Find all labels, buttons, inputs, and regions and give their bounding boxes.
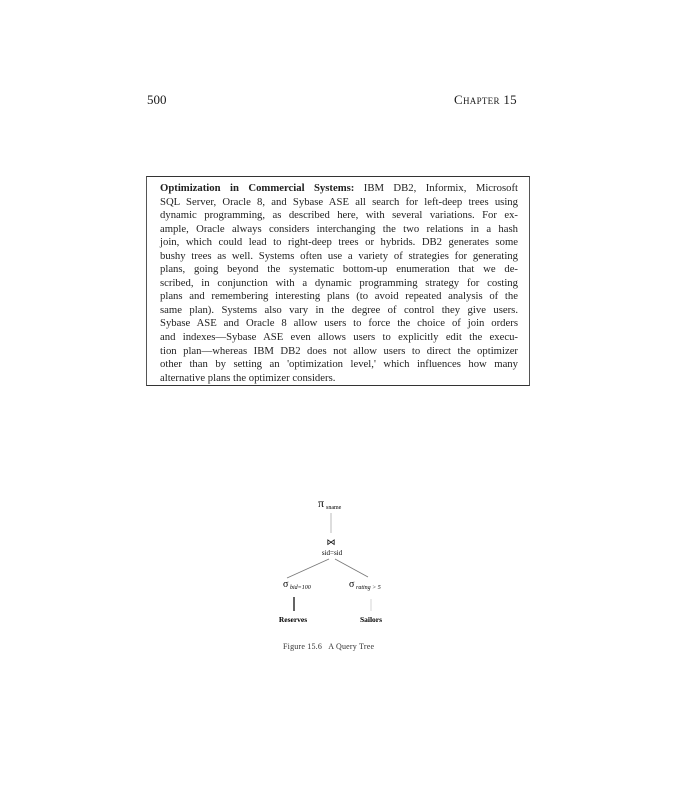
right-selection-condition: rating > 5	[356, 585, 381, 591]
projection-symbol: π	[318, 496, 325, 510]
box-line-4: join, which could lead to right-deep trees or hybrids. DB2 generates some	[160, 236, 518, 249]
box-line-12: tion plan—whereas IBM DB2 does not allow users to direct the optimizer	[160, 344, 518, 357]
box-line-2: dynamic programming, as described here, with several variations. For ex-	[160, 209, 518, 222]
chapter-heading: Chapter 15	[454, 92, 517, 107]
box-line-1: SQL Server, Oracle 8, and Sybase ASE all search for left-deep trees using	[160, 195, 518, 208]
box-line-3: ample, Oracle always considers interchanging the two relations in a hash	[160, 222, 518, 235]
join-condition: sid=sid	[321, 549, 343, 557]
box-line-11: and indexes—Sybase ASE even allows users to explicitly edit the execu-	[160, 331, 518, 344]
projection-attribute: sname	[326, 505, 342, 511]
right-selection-symbol: σ	[349, 579, 355, 590]
box-line-13: other than by setting an 'optimization level,' which influences how many	[160, 358, 518, 371]
page-number: 500	[147, 92, 167, 107]
box-line-0-text: IBM DB2, Informix, Microsoft	[354, 182, 518, 194]
box-line-8: plans and remembering interesting plans (to avoid repeated analysis of the	[160, 290, 518, 303]
box-line-7: scribed, in conjunction with a dynamic programming strategy for costing	[160, 276, 518, 289]
relation-sailors: Sailors	[359, 615, 383, 624]
left-selection-condition: bid=100	[290, 585, 311, 591]
box-line-5: bushy trees as well. Systems often use a variety of strategies for generating	[160, 249, 518, 262]
edge-join-right	[335, 559, 368, 577]
box-line-9: same plan). Systems also vary in the degree of control they give users.	[160, 303, 518, 316]
figure-caption: Figure 15.6 A Query Tree	[283, 642, 375, 651]
box-line-6: plans, going beyond the systematic bottom-up enumeration that we de-	[160, 263, 518, 276]
box-title: Optimization in Commercial Systems:	[160, 182, 355, 194]
box-line-14: alternative plans the optimizer considers.	[160, 371, 336, 384]
join-symbol: ⋈	[326, 537, 336, 547]
edge-join-left	[287, 559, 329, 578]
relation-reserves: Reserves	[278, 615, 308, 624]
box-line-10: Sybase ASE and Oracle 8 allow users to force the choice of join orders	[160, 317, 518, 330]
left-selection-symbol: σ	[283, 579, 289, 590]
